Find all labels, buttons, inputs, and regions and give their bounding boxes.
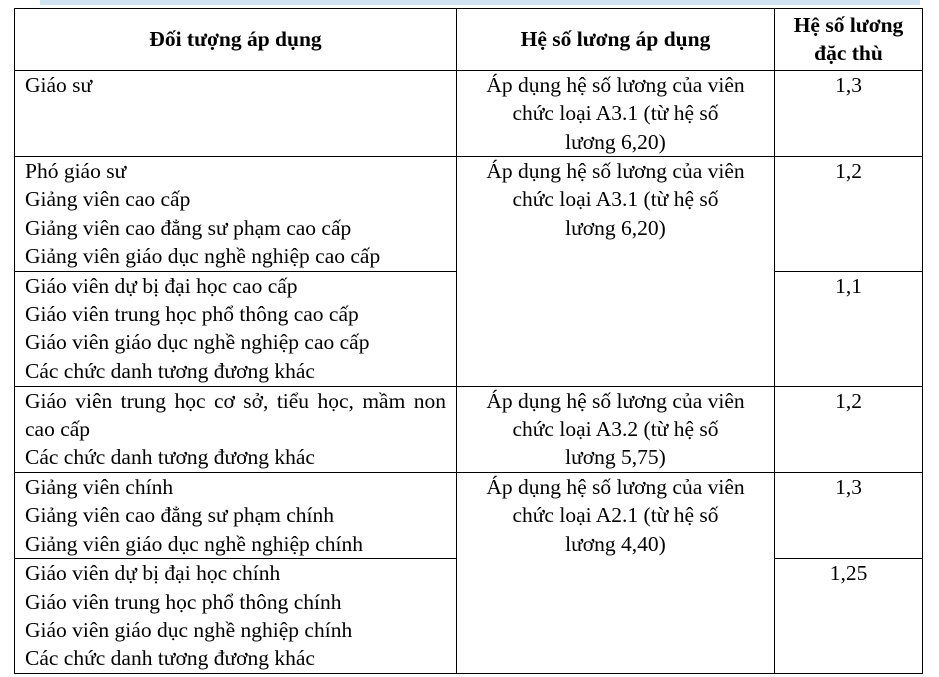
objects-cell: Giáo sư — [15, 70, 457, 156]
table-row — [15, 157, 923, 272]
table-row — [15, 472, 923, 558]
salary-cell: Áp dụng hệ số lương của viên chức loại A3.2 (từ hệ số lương 5,75) — [457, 386, 775, 472]
objects-cell: Giảng viên chính Giảng viên cao đẳng sư phạm chính Giảng viên giáo dục nghề nghiệp chính — [15, 472, 457, 558]
coefficient-cell: 1,2 — [775, 386, 923, 472]
header-special-coefficient: Hệ số lương đặc thù — [775, 9, 923, 71]
salary-cell: Áp dụng hệ số lương của viên chức loại A3.1 (từ hệ số lương 6,20) — [457, 157, 775, 387]
header-target-objects: Đối tượng áp dụng — [15, 9, 457, 71]
objects-cell: Giáo viên trung học cơ sở, tiểu học, mầm non cao cấp Các chức danh tương đương khác — [15, 386, 457, 472]
salary-cell: Áp dụng hệ số lương của viên chức loại A2.1 (từ hệ số lương 4,40) — [457, 472, 775, 673]
coefficient-cell: 1,3 — [775, 70, 923, 156]
objects-cell: Giáo viên dự bị đại học chính Giáo viên trung học phổ thông chính Giáo viên giáo dục nghề nghiệp chính Các chức danh tương đương khác — [15, 559, 457, 674]
salary-coefficient-table — [14, 8, 923, 674]
coefficient-cell: 1,25 — [775, 559, 923, 674]
top-accent-bar — [40, 0, 920, 5]
objects-cell: Phó giáo sư Giảng viên cao cấp Giảng viên cao đẳng sư phạm cao cấp Giảng viên giáo dục nghề nghiệp cao cấp — [15, 157, 457, 272]
coefficient-cell: 1,2 — [775, 157, 923, 272]
objects-cell: Giáo viên dự bị đại học cao cấp Giáo viên trung học phổ thông cao cấp Giáo viên giáo dục nghề nghiệp cao cấp Các chức danh tương đương khác — [15, 271, 457, 386]
salary-cell: Áp dụng hệ số lương của viên chức loại A3.1 (từ hệ số lương 6,20) — [457, 70, 775, 156]
table-row — [15, 70, 923, 156]
header-row — [15, 9, 923, 71]
header-applied-salary-coefficient: Hệ số lương áp dụng — [457, 9, 775, 71]
coefficient-cell: 1,3 — [775, 472, 923, 558]
table-row — [15, 386, 923, 472]
coefficient-cell: 1,1 — [775, 271, 923, 386]
